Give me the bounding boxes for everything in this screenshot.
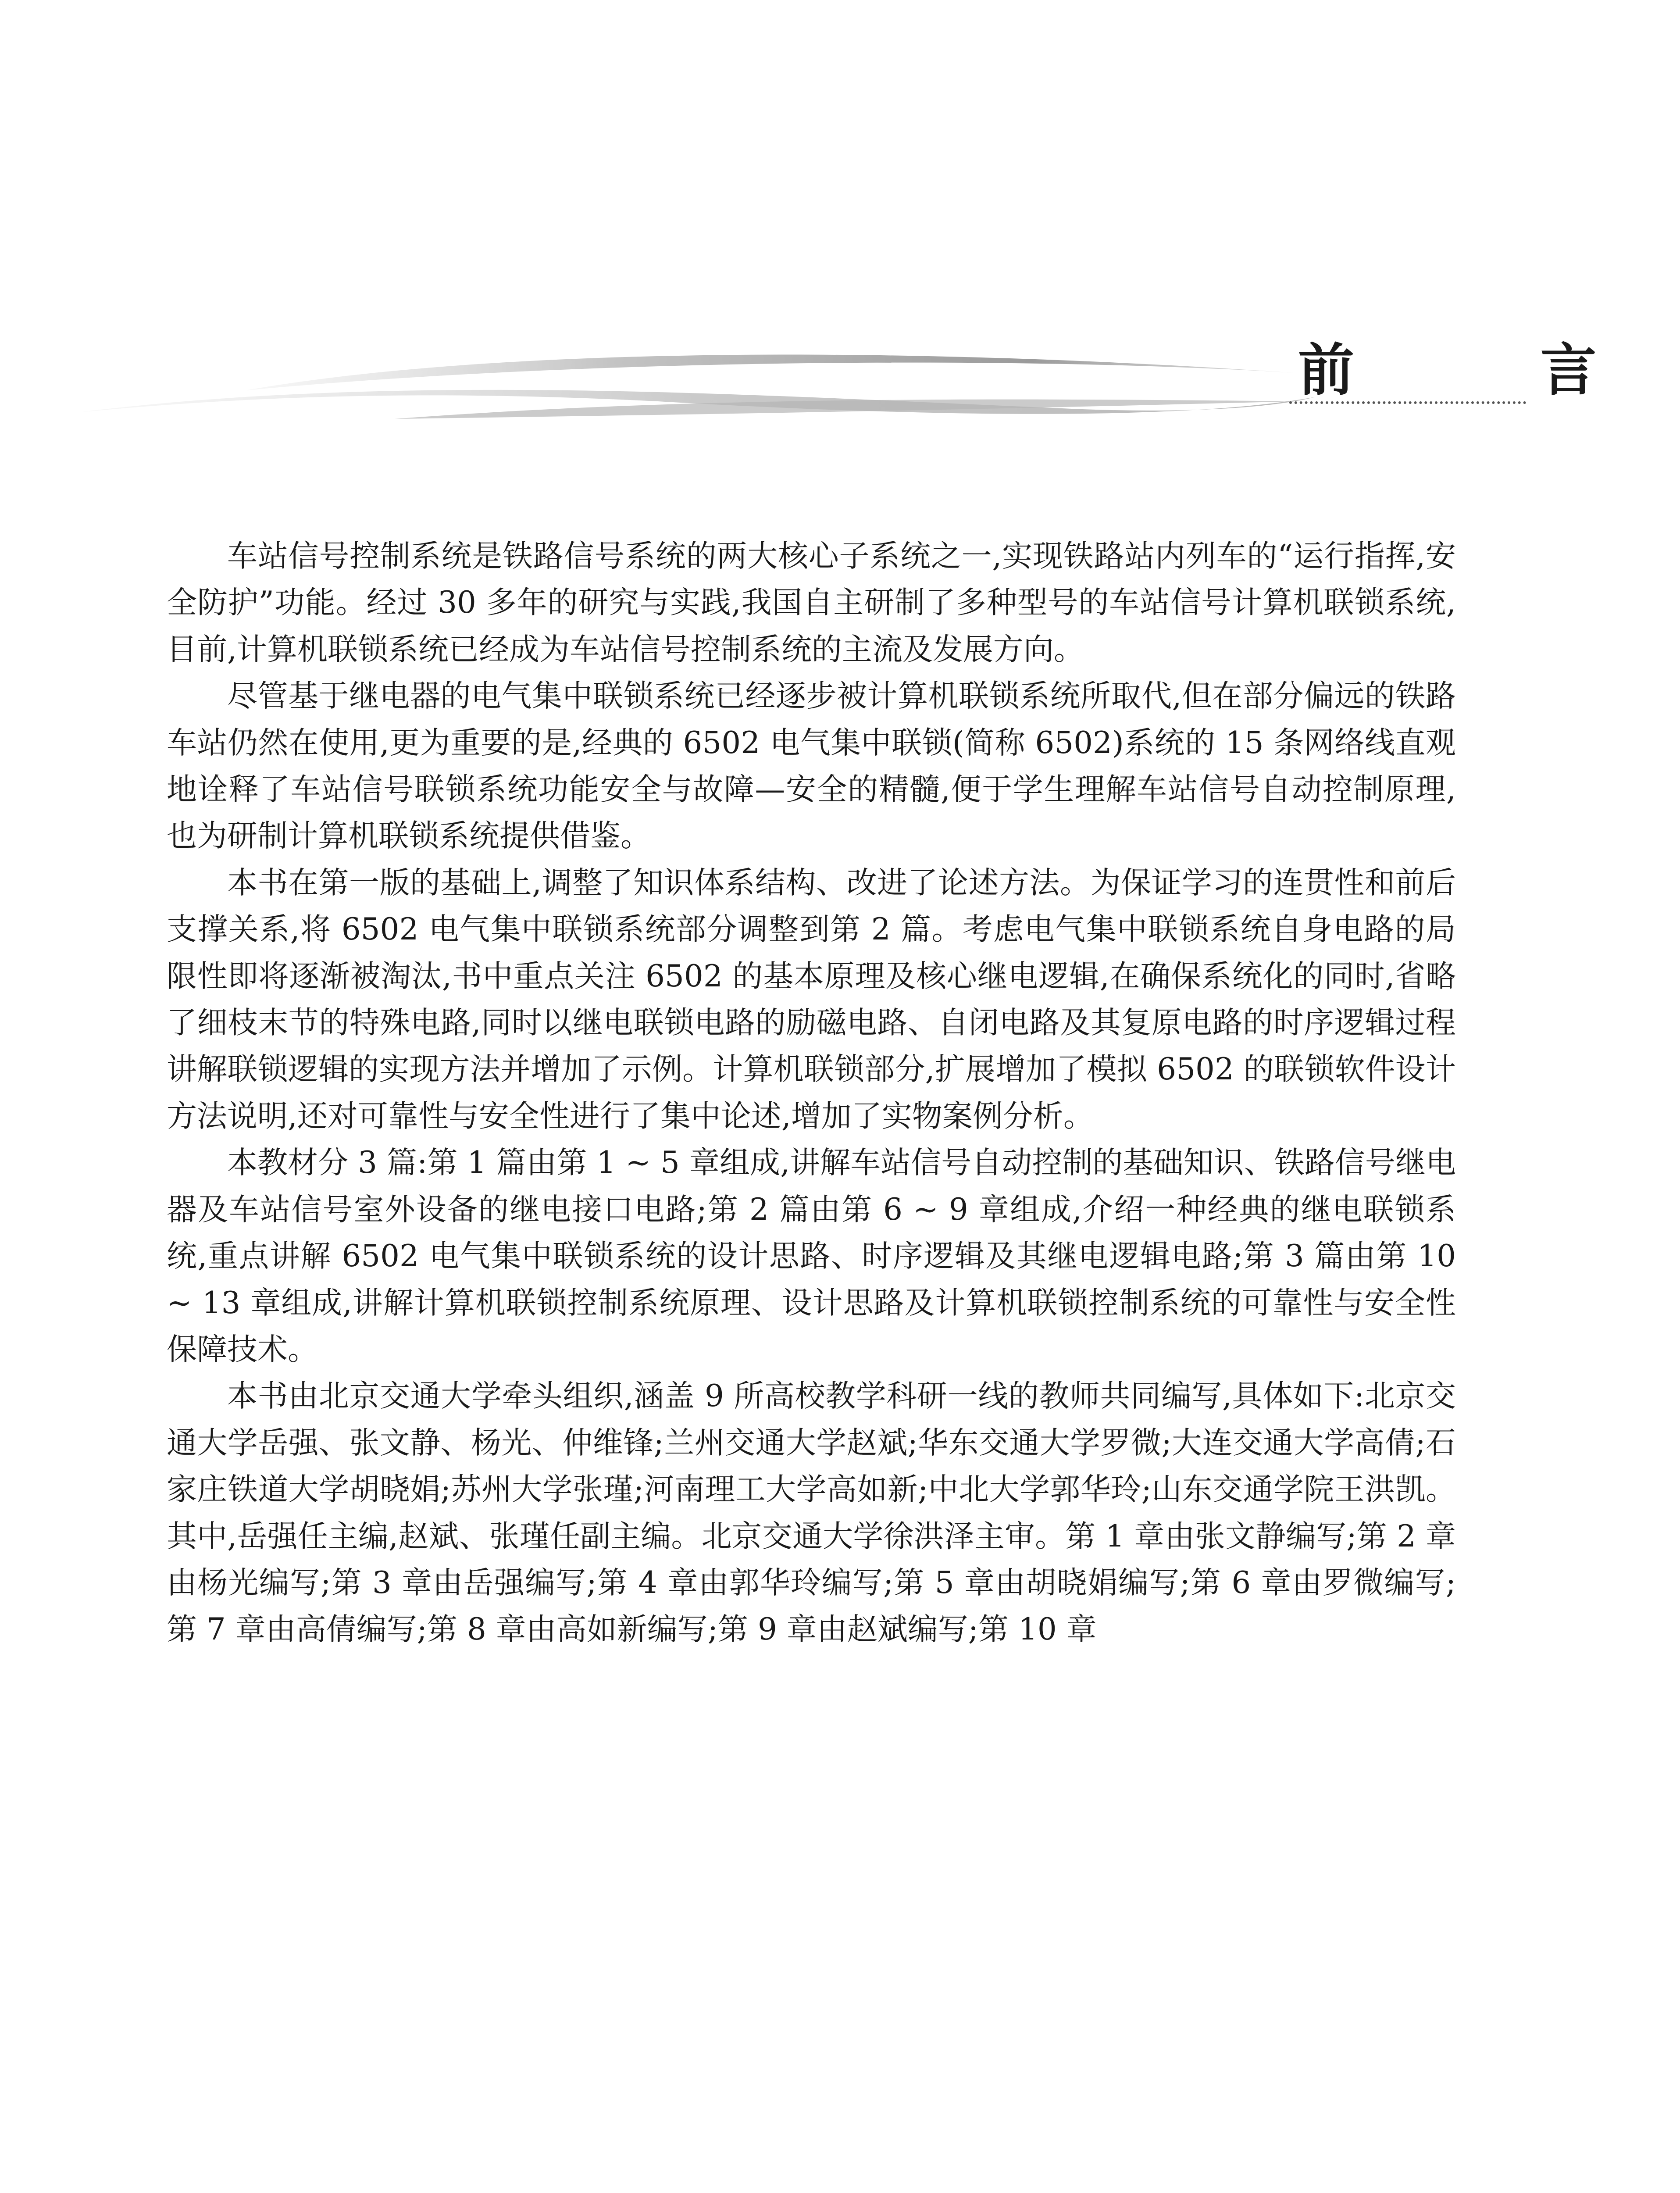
- title-dotted-rule: [1289, 401, 1526, 404]
- swoosh-band-lower: [395, 400, 1294, 419]
- swoosh-band-upper: [246, 355, 1294, 390]
- paragraph: 尽管基于继电器的电气集中联锁系统已经逐步被计算机联锁系统所取代,但在部分偏远的铁路车站仍然在使用,更为重要的是,经典的 6502 电气集中联锁(简称 6502)系统的 15 条网络线直观地诠释了车站信号联锁系统功能安全与故障—安全的精髓,便于学生理解车站信号自动控制原理,也为研制计算机联锁系统提供借鉴。: [167, 679, 1456, 854]
- paragraph: 本书在第一版的基础上,调整了知识体系结构、改进了论述方法。为保证学习的连贯性和前后支撑关系,将 6502 电气集中联锁系统部分调整到第 2 篇。考虑电气集中联锁系统自身电路的局限性即将逐渐被淘汰,书中重点关注 6502 的基本原理及核心继电逻辑,在确保系统化的同时,省略了细枝末节的特殊电路,同时以继电联锁电路的励磁电路、自闭电路及其复原电路的时序逻辑过程讲解联锁逻辑的实现方法并增加了示例。计算机联锁部分,扩展增加了模拟 6502 的联锁软件设计方法说明,还对可靠性与安全性进行了集中论述,增加了实物案例分析。: [167, 865, 1456, 1134]
- page-title: 前 言: [1298, 338, 1680, 403]
- paragraph: 本教材分 3 篇:第 1 篇由第 1 ~ 5 章组成,讲解车站信号自动控制的基础知识、铁路信号继电器及车站信号室外设备的继电接口电路;第 2 篇由第 6 ~ 9 章组成,介绍一种经典的继电联锁系统,重点讲解 6502 电气集中联锁系统的设计思路、时序逻辑及其继电逻辑电路;第 3 篇由第 10 ~ 13 章组成,讲解计算机联锁控制系统原理、设计思路及计算机联锁控制系统的可靠性与安全性保障技术。: [167, 1145, 1456, 1367]
- preface-body: [167, 533, 1456, 1653]
- paragraph: 本书由北京交通大学牵头组织,涵盖 9 所高校教学科研一线的教师共同编写,具体如下:北京交通大学岳强、张文静、杨光、仲维锋;兰州交通大学赵斌;华东交通大学罗微;大连交通大学高倩;石家庄铁道大学胡晓娟;苏州大学张瑾;河南理工大学高如新;中北大学郭华玲;山东交通学院王洪凯。其中,岳强任主编,赵斌、张瑾任副主编。北京交通大学徐洪泽主审。第 1 章由张文静编写;第 2 章由杨光编写;第 3 章由岳强编写;第 4 章由郭华玲编写;第 5 章由胡晓娟编写;第 6 章由罗微编写;第 7 章由高倩编写;第 8 章由高如新编写;第 9 章由赵斌编写;第 10 章: [167, 1379, 1456, 1647]
- paragraph: 车站信号控制系统是铁路信号系统的两大核心子系统之一,实现铁路站内列车的“运行指挥,安全防护”功能。经过 30 多年的研究与实践,我国自主研制了多种型号的车站信号计算机联锁系统,目前,计算机联锁系统已经成为车站信号控制系统的主流及发展方向。: [167, 539, 1456, 667]
